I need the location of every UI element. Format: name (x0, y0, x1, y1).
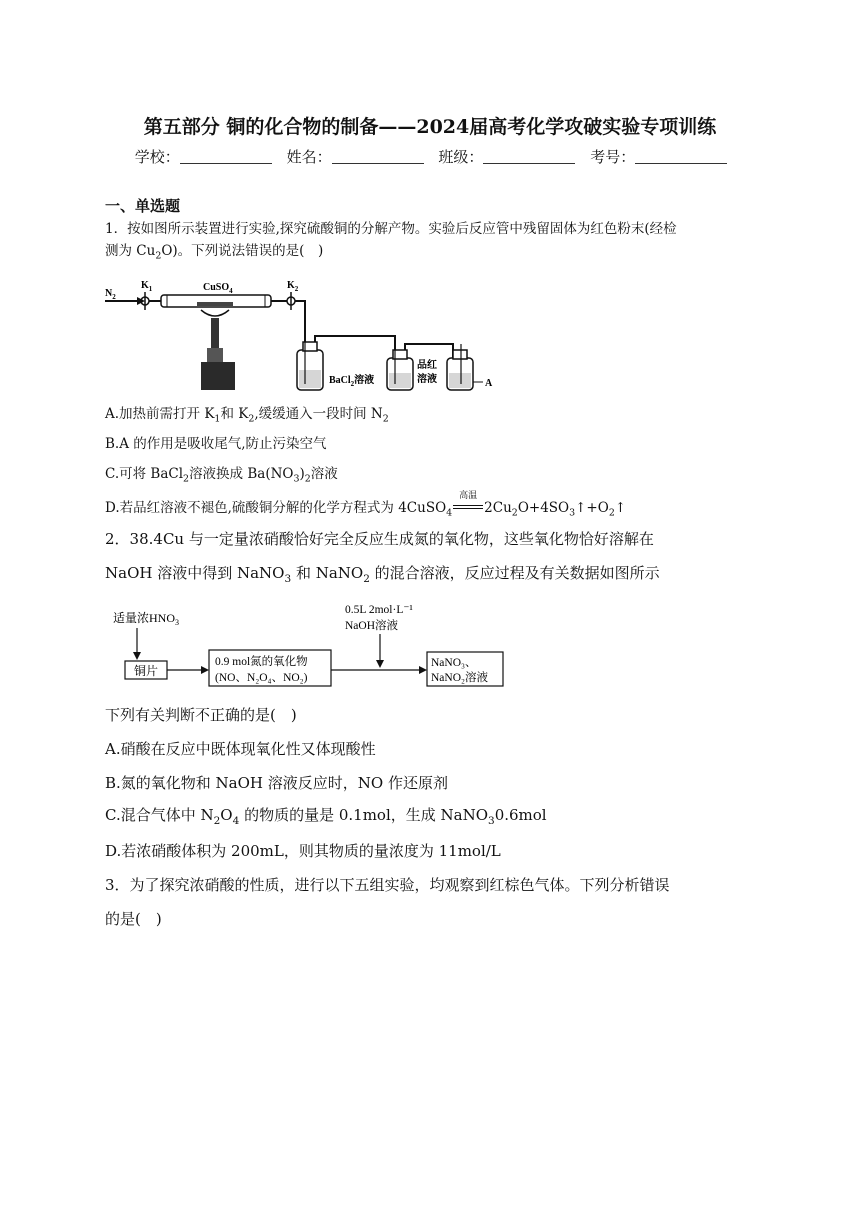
k2-label: $K_2$ (287, 280, 299, 293)
pinhong-label-1: 品红 (417, 360, 437, 371)
q1-option-c: C.可将 BaCl$_2$溶液换成 $Ba(NO_3)_2$溶液 (105, 466, 338, 485)
bacl2-wash-bottle (297, 342, 323, 390)
q1-option-b: B.A 的作用是吸收尾气,防止污染空气 (105, 436, 327, 452)
burner-base (201, 362, 235, 390)
class-blank (483, 149, 575, 164)
exam-number-blank (635, 149, 727, 164)
naoh-solution-label: NaOH溶液 (345, 620, 399, 632)
connecting-tube-3 (405, 344, 453, 358)
hno3-label: 适量浓$HNO_3$ (113, 611, 179, 627)
burner-head (201, 310, 229, 316)
question-1-line-1: 1．按如图所示装置进行实验,探究硫酸铜的分解产物。实验后反应管中残留固体为红色粉末(经检 (105, 221, 677, 237)
cu-hno3-process-figure (105, 600, 510, 692)
cuso4-label: CuSO$_4$ (203, 282, 233, 295)
section-heading: 一、单选题 (105, 197, 181, 215)
pinhong-wash-bottle (387, 350, 413, 390)
school-blank (180, 149, 272, 164)
q2-option-c: C.混合气体中 $N_2O_4$ 的物质的量是 0.1mol，生成 NaNO$_3$0.6mol (105, 806, 547, 827)
naoh-concentration-label: 0.5L 2mol·L⁻¹ (345, 604, 413, 616)
cuso4-sample (197, 302, 233, 306)
absorber-bottle-a (447, 344, 473, 390)
n2-label: $N_2$ (105, 288, 116, 301)
page-title: 第五部分 铜的化合物的制备——2024届高考化学攻破实验专项训练 (143, 116, 717, 138)
student-info-line (0, 146, 860, 167)
q2-option-a: A.硝酸在反应中既体现氧化性又体现酸性 (105, 740, 376, 758)
school-label: 学校： (134, 148, 180, 166)
question-2-line-2: NaOH 溶液中得到 NaNO$_3$ 和 NaNO$_2$ 的混合溶液，反应过程及有关数据如图所示 (105, 564, 660, 585)
question-2-stem: 下列有关判断不正确的是( ) (105, 706, 297, 724)
name-blank (332, 149, 424, 164)
k1-label: $K_1$ (141, 280, 153, 293)
nitrogen-oxides-line-2: (NO、N₂O₄、NO₂) (215, 672, 308, 684)
class-label: 班级： (438, 148, 484, 166)
question-1-line-2: 测为 $Cu_2O$)。下列说法错误的是( ) (105, 243, 324, 262)
nitrogen-oxides-line-1: 0.9 mol氮的氧化物 (215, 656, 308, 668)
question-1-stem (105, 218, 765, 268)
copper-label: 铜片 (133, 664, 159, 678)
cuso4-decomposition-apparatus-figure (105, 278, 500, 392)
q2-option-d: D.若浓硝酸体积为 200mL，则其物质的量浓度为 11mol/L (105, 842, 501, 860)
question-3-line-1: 3．为了探究浓硝酸的性质，进行以下五组实验，均观察到红棕色气体。下列分析错误 (105, 876, 670, 894)
q1-option-a: A.加热前需打开 $K_1$和 $K_2$,缓缓通入一段时间 $N_2$ (105, 406, 389, 425)
q2-option-b: B.氮的氧化物和 NaOH 溶液反应时，NO 作还原剂 (105, 774, 448, 792)
q1-option-d: D.若品红溶液不褪色,硫酸铜分解的化学方程式为 4CuSO$_4$ 高温 $2Cu_2O+4SO_3↑+O_2↑$ (105, 491, 627, 519)
question-3-line-2: 的是( ) (105, 910, 162, 928)
bacl2-label: BaCl$_2$溶液 (329, 375, 375, 388)
product-line-2: NaNO₂溶液 (431, 672, 489, 684)
condition-gaowen: 高温 (452, 500, 484, 516)
product-line-1: NaNO₃、 (431, 657, 477, 669)
question-2-line-1: 2．38.4Cu 与一定量浓硝酸恰好完全反应生成氮的氧化物，这些氧化物恰好溶解在 (105, 530, 654, 548)
connecting-tube-1 (295, 301, 305, 342)
connecting-tube-2 (315, 336, 395, 358)
bottle-a-label: A (485, 378, 493, 389)
exam-number-label: 考号： (590, 148, 636, 166)
pinhong-label-2: 溶液 (417, 374, 437, 385)
name-label: 姓名： (286, 148, 332, 166)
